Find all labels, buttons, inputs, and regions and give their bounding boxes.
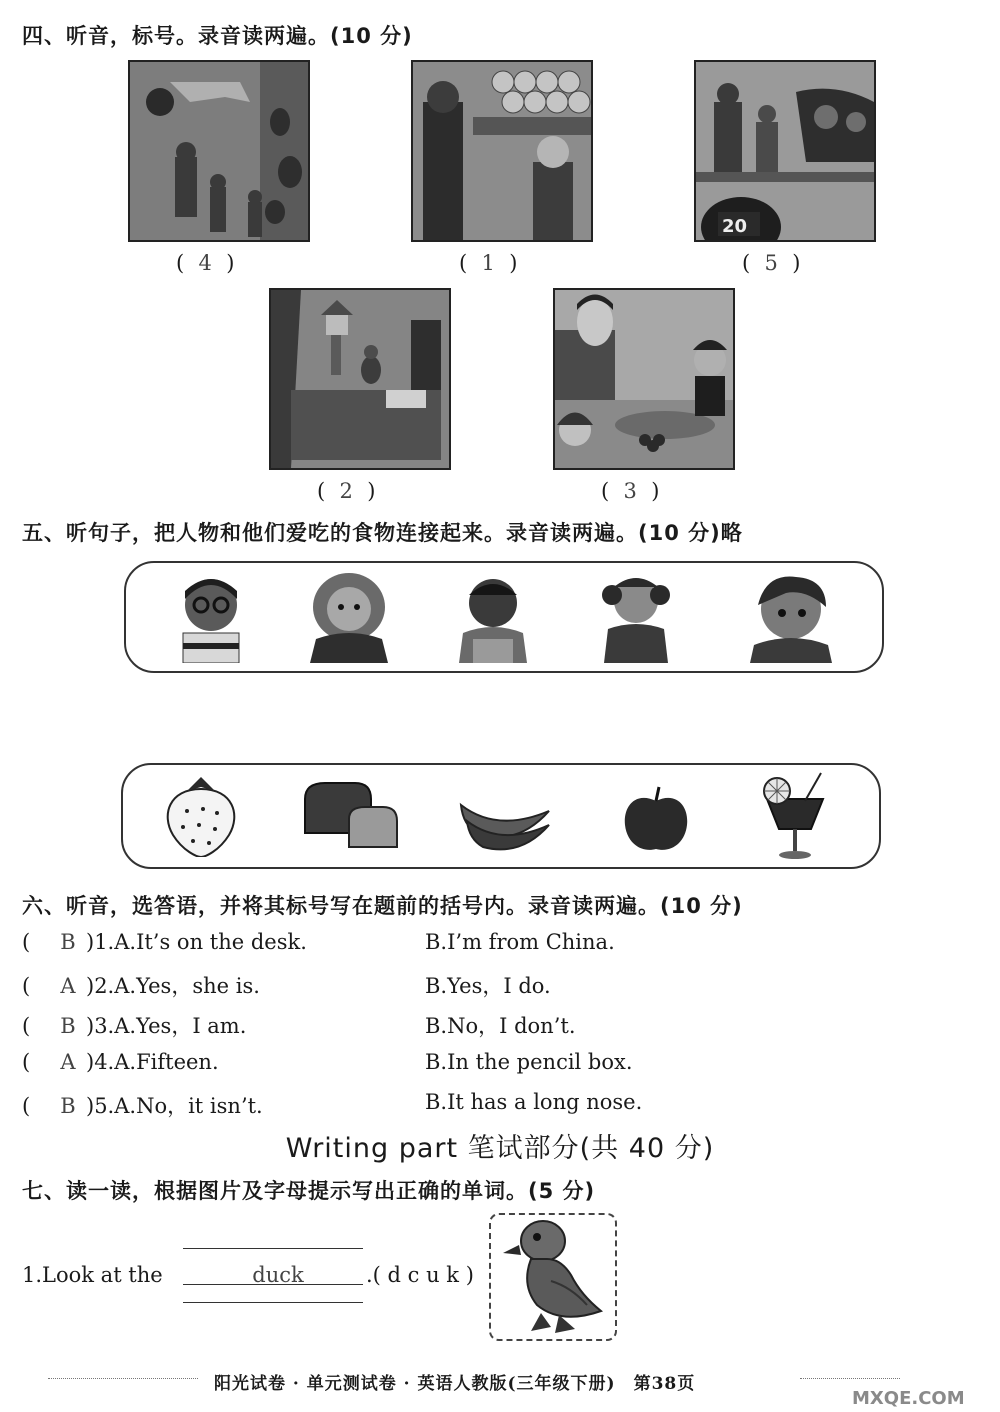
- answer-letter: B: [60, 1014, 76, 1038]
- answer-number: 1: [481, 251, 497, 275]
- question-number: )3.: [86, 1014, 115, 1038]
- boy-with-glasses: [171, 571, 251, 663]
- footer-text: 阳光试卷 · 单元测试卷 · 英语人教版(三年级下册) 第38页: [214, 1374, 696, 1394]
- question-row: ( B )3.A.Yes，I am. B.No，I don’t.: [22, 1010, 246, 1040]
- question-row: ( B )5.A.No，it isn’t. B.It has a long nose.: [22, 1090, 643, 1118]
- answer-letter: A: [60, 974, 76, 998]
- answer-number: 4: [198, 251, 214, 275]
- option-a: A.It’s on the desk.: [114, 930, 307, 954]
- answer-number: 3: [623, 479, 639, 503]
- answer-picture-2: ( 1 ): [459, 251, 520, 275]
- boy-dark-shirt: [453, 571, 533, 663]
- picture-squirrel-cake: [269, 288, 451, 470]
- bread-icon: [299, 779, 399, 851]
- footer-divider-left: [48, 1378, 198, 1379]
- question-1-hint: .( d c u k ): [366, 1263, 474, 1287]
- writing-guide-line: [183, 1302, 363, 1303]
- question-1-answer: duck: [252, 1263, 304, 1287]
- section5-title: 五、听句子，把人物和他们爱吃的食物连接起来。录音读两遍。(10 分)略: [22, 521, 743, 545]
- girl-with-pigtails: [596, 569, 676, 663]
- question-row: ( B )1.A.It’s on the desk. B.I’m from China.: [22, 930, 615, 954]
- question-number: )1.: [86, 930, 115, 954]
- svg-text:20: 20: [722, 216, 748, 237]
- answer-picture-1: ( 4 ): [176, 251, 237, 275]
- answer-picture-3: ( 5 ): [742, 251, 803, 275]
- writing-guide-line: [183, 1248, 363, 1249]
- question-row: ( A )4.A.Fifteen. B.In the pencil box.: [22, 1050, 633, 1074]
- question-1-prefix: 1.Look at the: [22, 1263, 163, 1287]
- answer-letter: A: [60, 1050, 76, 1074]
- option-b: B.Yes，I do.: [425, 974, 551, 998]
- answer-picture-5: ( 3 ): [601, 479, 662, 503]
- picture-fruit-market: [411, 60, 593, 242]
- answer-number: 2: [339, 479, 355, 503]
- picture-zoo-giraffe: [128, 60, 310, 242]
- question-row: ( A )2.A.Yes，she is. B.Yes，I do.: [22, 970, 260, 1000]
- option-a: A.Yes，I am.: [114, 1014, 247, 1038]
- option-b: B.No，I don’t.: [425, 1014, 576, 1038]
- picture-bumper-cars: [694, 60, 876, 242]
- option-a: A.Fifteen.: [114, 1050, 219, 1074]
- option-a: A.No，it isn’t.: [114, 1094, 263, 1118]
- picture-man-grapes: [553, 288, 735, 470]
- section6-title: 六、听音，选答语，并将其标号写在题前的括号内。录音读两遍。(10 分): [22, 894, 743, 918]
- question-number: )2.: [86, 974, 115, 998]
- duck-picture: [489, 1213, 617, 1341]
- juice-icon: [761, 769, 833, 865]
- apple-icon: [621, 785, 691, 855]
- writing-part-title: Writing part 笔试部分(共 40 分): [285, 1133, 715, 1164]
- footer-divider-right: [800, 1378, 900, 1379]
- answer-number: 5: [764, 251, 780, 275]
- section7-title: 七、读一读，根据图片及字母提示写出正确的单词。(5 分): [22, 1179, 596, 1203]
- question-number: )5.: [86, 1094, 115, 1118]
- strawberry-icon: [159, 775, 243, 857]
- girl-with-curly-hair: [306, 569, 392, 663]
- answer-picture-4: ( 2 ): [317, 479, 378, 503]
- question-number: )4.: [86, 1050, 115, 1074]
- watermark: MXQE.COM: [852, 1388, 965, 1409]
- option-a: A.Yes，she is.: [114, 974, 260, 998]
- section4-title: 四、听音，标号。录音读两遍。(10 分): [22, 24, 413, 48]
- food-strip: [121, 763, 881, 869]
- boy-messy-hair: [746, 569, 836, 663]
- option-b: B.It has a long nose.: [425, 1090, 643, 1114]
- answer-letter: B: [60, 930, 76, 954]
- people-strip: [124, 561, 884, 673]
- option-b: B.In the pencil box.: [425, 1050, 633, 1074]
- answer-letter: B: [60, 1094, 76, 1118]
- banana-icon: [457, 785, 553, 851]
- duck-icon: [491, 1215, 615, 1339]
- option-b: B.I’m from China.: [425, 930, 615, 954]
